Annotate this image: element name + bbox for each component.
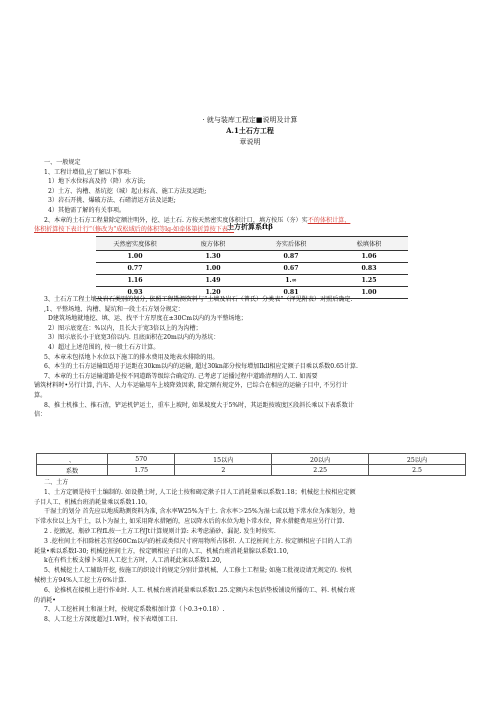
soil-table-caption: 土方折算系ftβ: [227, 222, 273, 231]
row-label: 系数: [37, 465, 108, 476]
table-cell: 1.00: [330, 287, 408, 299]
table-cell: 0.93: [96, 287, 174, 299]
heading-earthwork: 二、土方: [44, 479, 69, 486]
section-title: 章说明: [239, 138, 261, 146]
chapter-title: A.1土石方工程: [226, 126, 274, 135]
table-cell: 0.67: [252, 263, 330, 275]
paragraph: k在有档土板支撑卜采用人工挖土方时，人工消耗此案以系数1.20,: [44, 557, 222, 565]
table-header-row: [96, 237, 408, 251]
paragraph: 下常水位以上为干土，以卜为湿土, 如采用降水措陋的，应以降水后的水位为地卜常水位，降水措艇费用应另行计算.: [34, 518, 345, 526]
column-header: 20以内: [272, 454, 369, 465]
table-cell: 1.00: [96, 251, 174, 263]
list-item: 4）其他需了解的有关事项。: [48, 206, 126, 214]
table-cell: 1.06: [330, 251, 408, 263]
table-row: [96, 263, 408, 275]
paragraph: 8、推土机推土、推石渣，铲运机铲运土，重车上坡时, 如果坡度大于5%时，其运距按坡度区段斜长乘以下表系数计: [44, 401, 354, 409]
column-header: 夯实后体积: [252, 237, 330, 251]
table-cell: 1.49: [174, 275, 252, 287]
column-header: 天然密实度体积: [96, 237, 174, 251]
table-header-row: [37, 454, 466, 465]
table-cell: 1.20: [174, 287, 252, 299]
earthwork-section: [34, 478, 474, 625]
paragraph: 7、人工挖桩间土和湿土时，按规定系数相加计算（卜0.3+0.18）.: [44, 606, 225, 614]
paragraph: 耗量•乘以系数I-30; 机械挖桩间土方，按定额相应子目的人工、机械台班消耗量腺以系数1.10,: [34, 547, 289, 555]
table-cell: 1.30: [174, 251, 252, 263]
slope-coefficient-table: [36, 453, 466, 476]
paragraph: 3、土石方工程土壤及岩石类别的划分, 依照工程勘测资料与“土墙及岩石（普氏）分类表”（泽见附表）对照后确定.: [44, 296, 353, 303]
heading-general: 一、一般规定: [44, 159, 81, 166]
column-header: 松填体积: [330, 237, 408, 251]
list-item: 3）图示底长小于底宽3倍以内. 且底面积在20m以内的为基坑：: [48, 334, 220, 342]
table-row: [96, 251, 408, 263]
revision-note: 体积折算按下表计行“（修改为“成松域后的体积等lg-如牵体第折算按下表：”: [34, 226, 235, 234]
paragraph: 6、论推机在接根上进行作业时. 人工. 机械台班消耗量乘以系数1.25.定额内未包括垫板铺设所播的工、料. 机械台班: [44, 586, 356, 594]
paragraph: 3 .挖柱间土不扣除桩芯宜径60Cm以内的桩或类似尺寸府用物所占体积. 人工挖桩间土方. 按定额相应子目的人工消: [44, 537, 352, 545]
column-header: 废方体积: [174, 237, 252, 251]
list-item: 2）图示底宽在：%以内，且长大于宽3倍以上的为沟槽；: [48, 324, 202, 332]
list-item: 3）岩石开挑、爆破方法、石碴清运方法及运距;: [48, 197, 176, 205]
paragraph: 5、机械挖土人工辅助开挖, 按施工的织设计的规定分别计算机械、人工修土工程量; 如施工批视设请无规定的. 按机: [44, 567, 353, 575]
paragraph: 铺筑材料时•另行计算, 汽车、人力车运输用车上坡降效因素, 除定额有规定外，已综合在相应的运输子目中, 不另行计: [34, 382, 348, 390]
paragraph: 械榜土方94%人工挖土方6%计算.: [34, 576, 127, 584]
paragraph: 的消耗•: [34, 596, 56, 604]
table-row: [37, 465, 466, 476]
table-cell: 0.81: [252, 287, 330, 299]
paragraph: 1、土方定额是按干土编制的. 如设攒土时, 人工论土按和碣定漱子目人工消耗量乘以系数1.18；机械挖土按相应定额: [44, 488, 356, 496]
paragraph: 1、工程计增值,应了解以下事项:: [44, 168, 132, 176]
rules-continued: [34, 295, 474, 420]
document-header: · 就与装库工程定■说明及计算: [202, 116, 298, 124]
paragraph: 5、本章未包括地卜水位以下施工的排水费用及地表水排除的用。: [44, 353, 219, 361]
soil-conversion-table: [96, 236, 408, 299]
table-row: [96, 275, 408, 287]
list-item: D建筑场地就地挖、填、运、找平十方厚度在±30Cm以内的为平整场地；: [48, 315, 247, 323]
table-cell: 0.83: [330, 263, 408, 275]
list-item: 2）土方、沟槽、基坑挖（城）起止标高、施工方法及运距;: [48, 187, 207, 195]
paragraph: 算。: [34, 391, 47, 399]
table-cell: 0.77: [96, 263, 174, 275]
paragraph: 8、人工挖土方深度超过1.W时，按下表增加工日.: [44, 616, 178, 624]
revision-mark: 不的体积计算，: [307, 216, 351, 224]
list-item: 4）超过上述范围的, 按一般土石方计算。: [48, 343, 160, 351]
table-cell: 1.16: [96, 275, 174, 287]
column-header: 15以内: [175, 454, 272, 465]
table-cell: 2.25: [272, 465, 369, 476]
paragraph: 子目人工、机械台班消耗量乘以系数1.10。: [34, 498, 152, 506]
table-cell: 1.25: [330, 275, 408, 287]
paragraph: 7、本章的土石方运输道路是按不同道路等级综合确定的. 己考虑了运播过程中道路清理的人工. 如需要: [44, 372, 318, 380]
paragraph: ,1、平整场地、沟槽、疑坑和一段土石方划分规定：: [44, 305, 184, 313]
paragraph: 干湿土的划分 首先应以地质勘测资料为准, 含水率W25%为干土. 含水率＞25%为湿七或以地下常水位为准划分，地: [44, 508, 356, 516]
column-header: 25以内: [369, 454, 466, 465]
column-header: 570: [108, 454, 175, 465]
paragraph: 6、本生的土石方运输Il适用于运距在30km以内的运输, 超过30kn部分按每增加Ikll相应定额子目乘以系数0.65计算.: [44, 363, 358, 371]
table-cell: 2.5: [369, 465, 466, 476]
table-cell: 2: [175, 465, 272, 476]
list-item: 1）地下水位标高及持（降）水方法;: [48, 178, 146, 186]
corner-cell: 、: [37, 454, 108, 465]
table-cell: 1.00: [174, 263, 252, 275]
table-cell: 1.∞: [252, 275, 330, 287]
paragraph: 信：: [34, 411, 47, 419]
table-cell: 0.87: [252, 251, 330, 263]
table-cell: 1.75: [108, 465, 175, 476]
paragraph-text: 2、本章的土石方工程量除定额注明外，挖、运土石. 方按天然密实度体积计口，填方按压（夯）实: [44, 216, 308, 224]
paragraph: 2 . 挖掀泥、瓶砂工程fL按一土方工程Jt计算规则计算: 未考虑涌砂、漏泥. 发生时按实.: [44, 527, 276, 535]
